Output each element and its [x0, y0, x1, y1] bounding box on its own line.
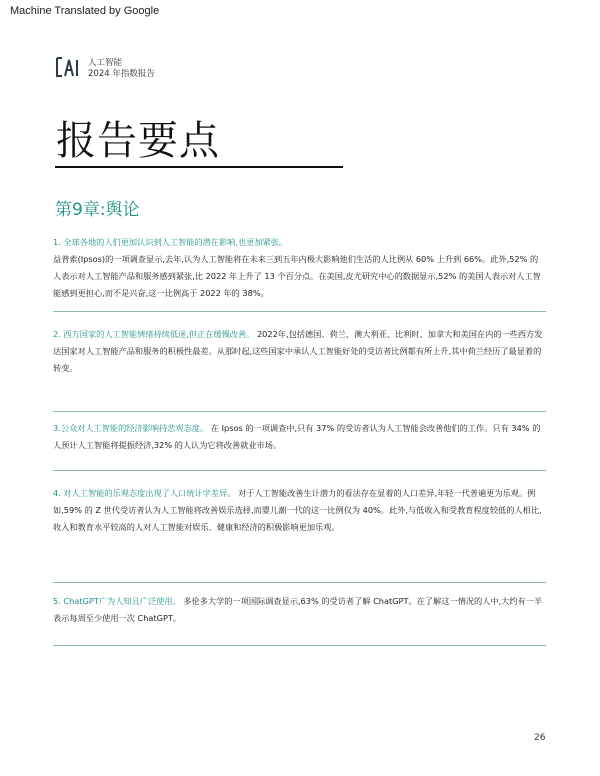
- page-title: 报告要点: [56, 118, 220, 164]
- page-number: 26: [534, 733, 546, 743]
- section-heading: 1. 全球各地的人们更加认识到人工智能的潜在影响,也更加紧张。: [53, 237, 288, 247]
- machine-translated-banner: Machine Translated by Google: [10, 5, 160, 17]
- section-body: 多伦多大学的一项国际调查显示,63% 的受访者了解 ChatGPT。在了解这一情况的人中,大约有一半表示每周至少使用一次 ChatGPT。: [53, 596, 543, 623]
- section-body: 在 Ipsos 的一项调查中,只有 37% 的受访者认为人工智能会改善他们的工作。只有 34% 的人预计人工智能将提振经济,32% 的人认为它将改善就业市场。: [53, 423, 541, 450]
- section-divider: [53, 645, 546, 646]
- section-heading: 3.公众对人工智能的经济影响持悲观态度。: [53, 423, 209, 433]
- highlight-section-1: [53, 234, 546, 302]
- title-underline: [55, 166, 343, 168]
- section-heading: 5. ChatGPT广为人知且广泛使用。: [53, 596, 181, 606]
- chapter-title: 第9章:舆论: [55, 200, 140, 220]
- section-divider: [53, 470, 546, 471]
- highlight-section-5: [53, 593, 546, 627]
- brand-line-1: 人工智能: [88, 58, 123, 68]
- highlight-section-4: [53, 485, 546, 536]
- section-divider: [53, 411, 546, 412]
- highlight-section-3: [53, 420, 546, 454]
- section-divider: [53, 582, 546, 583]
- section-body: 对于人工智能改善生计潜力的看法存在显着的人口差异,年轻一代普遍更为乐观。例如,59% 的 Z 世代受访者认为人工智能将改善娱乐选择,而婴儿潮一代的这一比例仅为 40%。此外,与低收入和受教育程度较低的人相比,收入和教育水平较高的人对人工智能对娱乐、健康和经济的积极影响更加乐观。: [53, 488, 542, 532]
- section-heading: 4. 对人工智能的乐观态度出现了人口统计学差异。: [53, 488, 236, 498]
- brand-line-2: 2024 年指数报告: [88, 69, 155, 79]
- report-brand: [88, 58, 155, 80]
- section-body: 2022年,包括德国、荷兰、澳大利亚、比利时、加拿大和美国在内的一些西方发达国家对人工智能产品和服务的积极性最差。从那时起,这些国家中承认人工智能好处的受访者比例都有所上升,其中荷兰经历了最显着的转变。: [53, 329, 543, 373]
- ai-index-logo-icon: [55, 56, 81, 78]
- section-heading: 2. 西方国家的人工智能情绪持续低迷,但正在缓慢改善。: [53, 329, 255, 339]
- section-divider: [53, 311, 546, 312]
- highlight-section-2: [53, 326, 546, 377]
- section-body: 益普索(Ipsos)的一项调查显示,去年,认为人工智能将在未来三到五年内极大影响他们生活的人比例从 60% 上升到 66%。此外,52% 的人表示对人工智能产品和服务感到紧张,比 2022 年上升了 13 个百分点。在美国,皮尤研究中心的数据显示,52% 的美国人表示对人工智能感到更担心,而不是兴奋,这一比例高于 2022 年的 38%。: [53, 254, 541, 298]
